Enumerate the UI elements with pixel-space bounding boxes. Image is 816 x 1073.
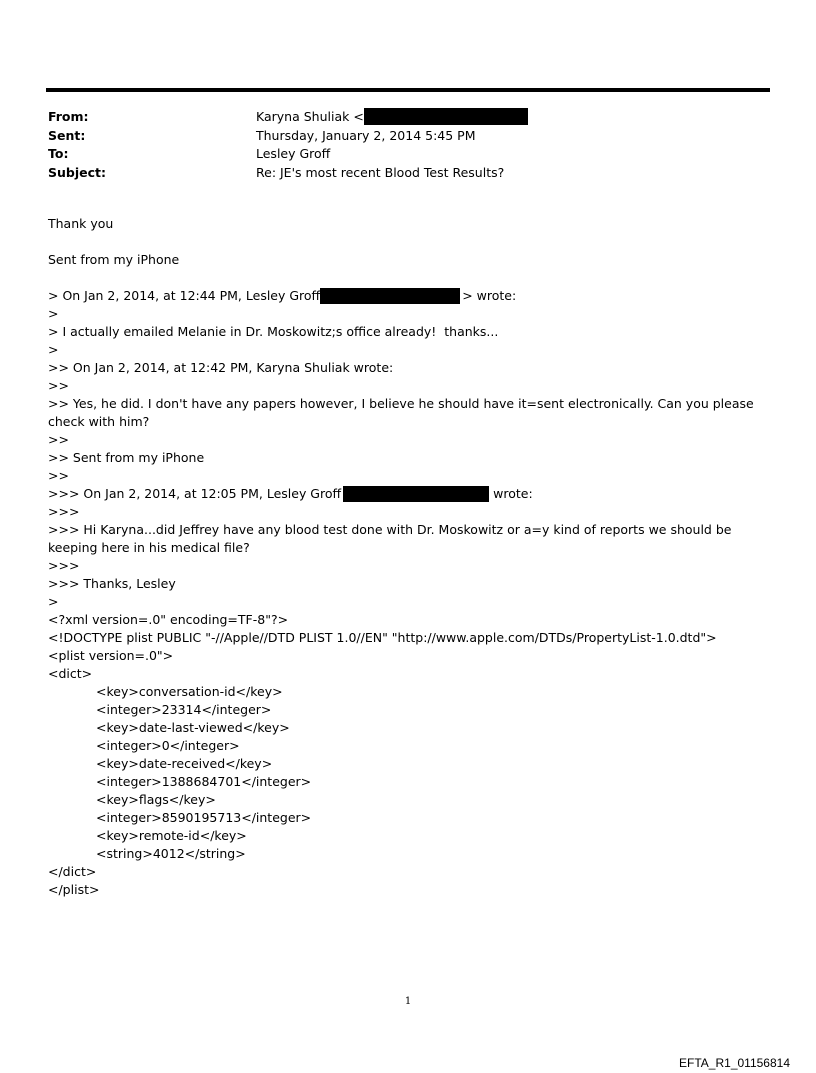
subject-label: Subject: xyxy=(48,164,106,180)
header-rule xyxy=(46,88,770,92)
quote-line: >> Yes, he did. I don't have any papers however, I believe he should have it=sent electronically. Can you please check with him? xyxy=(48,396,758,429)
to-value: Lesley Groff xyxy=(256,146,331,161)
xml-line: <!DOCTYPE plist PUBLIC "-//Apple//DTD PLIST 1.0//EN" "http://www.apple.com/DTDs/PropertyList-1.0.dtd"> xyxy=(48,630,717,645)
body-line: Sent from my iPhone xyxy=(48,252,180,267)
xml-line: <key>flags</key> xyxy=(96,792,216,807)
quote-line: > xyxy=(48,342,59,357)
subject-row xyxy=(48,164,768,183)
xml-line: <integer>23314</integer> xyxy=(96,702,272,717)
xml-line: <plist version=.0"> xyxy=(48,648,174,663)
xml-line: <dict> xyxy=(48,666,93,681)
email-header xyxy=(48,108,768,182)
xml-line: <integer>8590195713</integer> xyxy=(96,810,312,825)
body-line: Thank you xyxy=(48,216,114,231)
quote-line: >>> Hi Karyna...did Jeffrey have any blood test done with Dr. Moskowitz or a=y kind of reports we should be keeping here in his medical file? xyxy=(48,522,736,555)
quote-line: > xyxy=(48,594,59,609)
quote-line: >>> Thanks, Lesley xyxy=(48,576,176,591)
from-label: From: xyxy=(48,109,89,124)
xml-line: </dict> xyxy=(48,864,97,879)
quote-line: >> On Jan 2, 2014, at 12:42 PM, Karyna Shuliak wrote: xyxy=(48,360,394,375)
sent-value: Thursday, January 2, 2014 5:45 PM xyxy=(256,127,476,143)
quote-line: >> xyxy=(48,432,69,447)
blank-line xyxy=(48,269,768,287)
from-name: Karyna Shuliak < xyxy=(256,109,364,124)
redaction-box xyxy=(320,288,460,304)
xml-line: <integer>1388684701</integer> xyxy=(96,774,312,789)
subject-value: Re: JE's most recent Blood Test Results? xyxy=(256,164,505,180)
page-number: 1 xyxy=(404,996,412,1007)
to-label: To: xyxy=(48,146,69,161)
xml-line: <integer>0</integer> xyxy=(96,738,240,753)
quote-header-text: > On Jan 2, 2014, at 12:44 PM, Lesley Groff xyxy=(48,288,321,303)
sent-label: Sent: xyxy=(48,127,86,143)
from-value xyxy=(256,108,528,127)
xml-line: <?xml version=.0" encoding=TF-8"?> xyxy=(48,612,289,627)
bates-number: EFTA_R1_01156814 xyxy=(679,1056,790,1070)
xml-line: <key>remote-id</key> xyxy=(96,828,247,843)
quote-line: >> xyxy=(48,468,69,483)
redaction-box xyxy=(364,108,528,125)
quote-line: >>> xyxy=(48,504,80,519)
quote-header-wrote: > wrote: xyxy=(462,288,517,303)
quote-line: >>> xyxy=(48,558,80,573)
quote-header-wrote: wrote: xyxy=(493,486,533,501)
quote-header-text: >>> On Jan 2, 2014, at 12:05 PM, Lesley Groff xyxy=(48,486,342,501)
quote-line: > I actually emailed Melanie in Dr. Moskowitz;s office already! thanks... xyxy=(48,324,499,339)
from-row xyxy=(48,108,768,127)
quote-header-line xyxy=(48,485,768,503)
redaction-box xyxy=(343,486,489,502)
sent-row xyxy=(48,127,768,146)
quote-line: > xyxy=(48,306,59,321)
quote-header-line xyxy=(48,287,768,305)
xml-line: <string>4012</string> xyxy=(96,846,246,861)
quote-line: >> xyxy=(48,378,69,393)
xml-line: </plist> xyxy=(48,882,100,897)
email-body xyxy=(48,215,768,899)
blank-line xyxy=(48,233,768,251)
xml-line: <key>date-last-viewed</key> xyxy=(96,720,290,735)
xml-line: <key>conversation-id</key> xyxy=(96,684,283,699)
to-row xyxy=(48,145,768,164)
quote-line: >> Sent from my iPhone xyxy=(48,450,205,465)
xml-line: <key>date-received</key> xyxy=(96,756,273,771)
